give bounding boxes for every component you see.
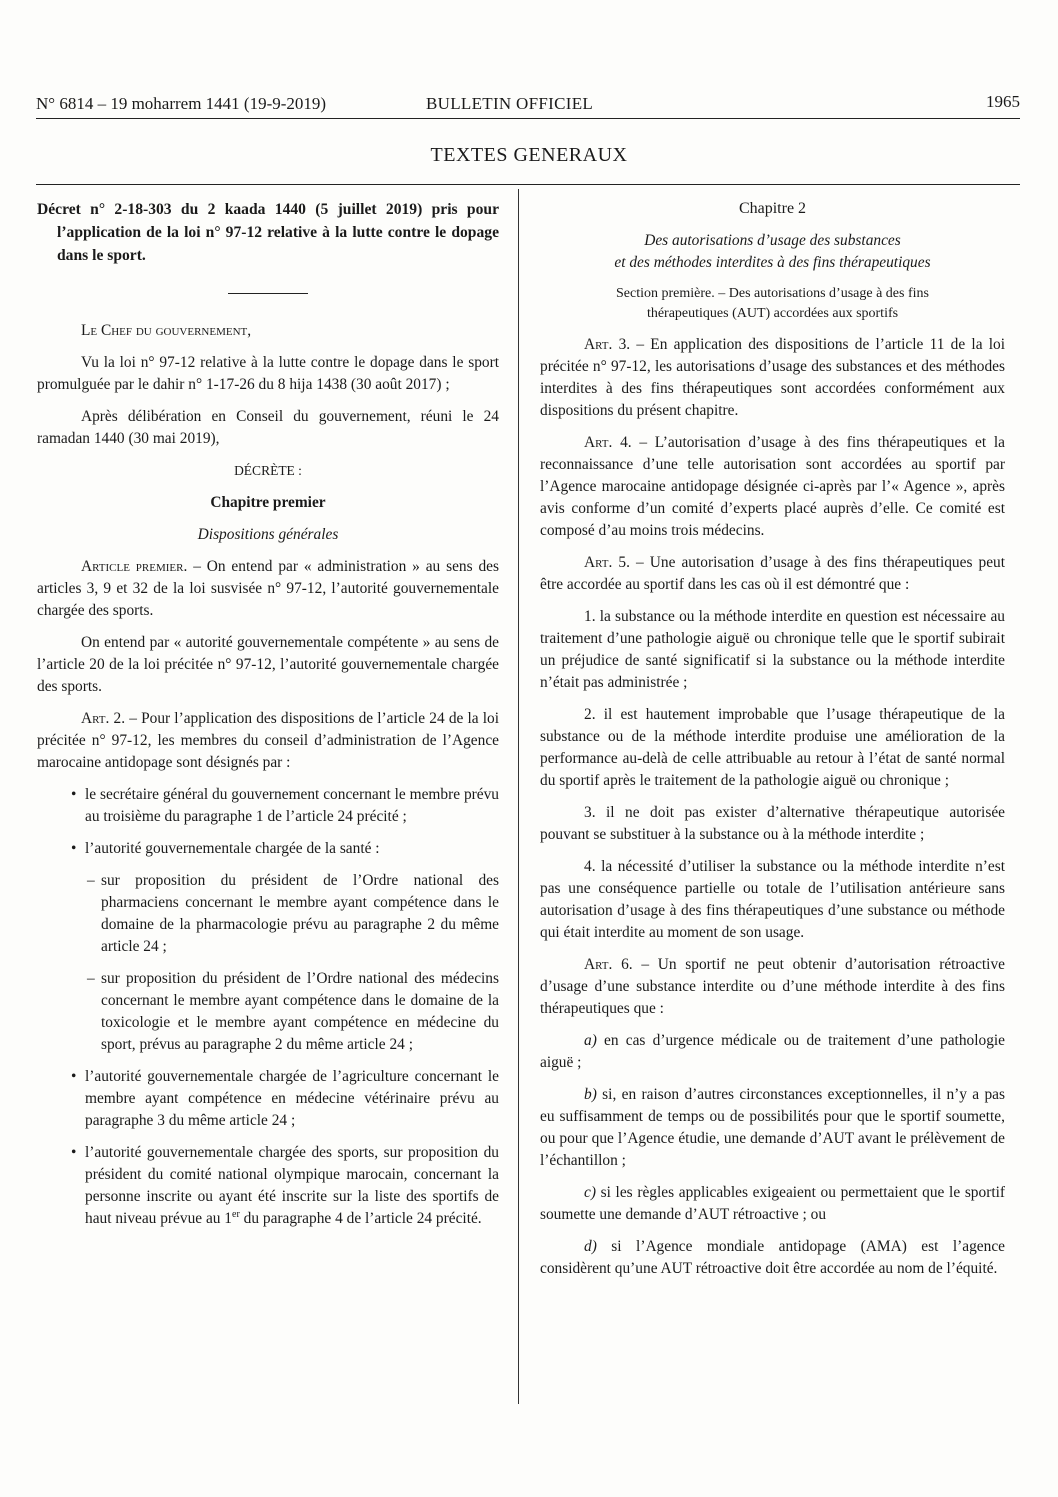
list-item: • l’autorité gouvernementale chargée de l’agriculture concernant le membre ayant compétence en médecine vétérinaire prévu au paragraphe 3 du même article 24 ;: [71, 1068, 499, 1129]
chapter-2-subtitle-1: Des autorisations d’usage des substances: [644, 232, 901, 249]
page-header: [36, 94, 1020, 120]
list-item: – sur proposition du président de l’Ordre national des pharmaciens concernant le membre ayant compétence dans le domaine de la pharmacologie prévu au paragraphe 2 du même article 24 ;: [87, 872, 499, 955]
decree-title: Décret n° 2-18-303 du 2 kaada 1440 (5 juillet 2019) pris pour l’application de la loi n° 97-12 relative à la lutte contre le dopage dans le sport.: [37, 201, 499, 264]
chapter-2-title: Chapitre 2: [738, 200, 807, 217]
section-rule: [36, 184, 1020, 185]
section-1-heading-1: Section première. – Des autorisations d’usage à des fins: [616, 286, 929, 301]
article-6: Art. 6. – Un sportif ne peut obtenir d’autorisation rétroactive d’usage d’une substance interdite ou d’une méthode interdite à des fins thérapeutiques que :: [540, 956, 1005, 1017]
article-1-text: – On entend par « administration » au sens des articles 3, 9 et 32 de la loi susvisée n° 97-12, l’autorité gouvernementale chargée des sports.: [37, 558, 499, 619]
article-4-label: Art. 4.: [584, 434, 632, 451]
chapter-2-subtitle-2: et des méthodes interdites à des fins thérapeutiques: [614, 254, 931, 271]
list-item: • l’autorité gouvernementale chargée des sports, sur proposition du président du comité national olympique marocain, concernant la personne inscrite ou ayant été inscrite sur la liste des sportifs de haut niveau prévue au 1er du paragraphe 4 de l’article 24 précité.: [71, 1144, 499, 1227]
header-rule: [36, 118, 1020, 119]
condition-3: 3. il ne doit pas exister d’alternative thérapeutique autorisée pouvant se substituer à la substance ou à la méthode interdite ;: [540, 804, 1005, 843]
issue-info: N° 6814 – 19 moharrem 1441 (19-9-2019): [36, 94, 327, 113]
publication-title: BULLETIN OFFICIEL: [426, 94, 594, 113]
right-column: [540, 198, 1005, 1290]
decrete-line: DÉCRÈTE :: [234, 463, 302, 478]
apres-paragraph: Après délibération en Conseil du gouvernement, réuni le 24 ramadan 1440 (30 mai 2019),: [37, 408, 499, 447]
page-number: 1965: [986, 92, 1020, 111]
bullet-mark: •: [71, 1144, 77, 1161]
chef-line: Le Chef du gouvernement,: [81, 322, 252, 339]
article-3-label: Art. 3.: [584, 336, 631, 353]
condition-2: 2. il est hautement improbable que l’usage thérapeutique de la substance ou de la méthode interdite produise une amélioration de la performance au-delà de celle attribuable au retour à l’état de santé normal du sportif après le traitement de la pathologie aiguë ou chronique ;: [540, 706, 1005, 789]
chapter-1-subtitle: Dispositions générales: [197, 526, 339, 543]
section-title: TEXTES GENERAUX: [430, 144, 628, 166]
article-2-text: – Pour l’application des dispositions de l’article 24 de la loi précitée n° 97-12, les membres du conseil d’administration de l’Agence marocaine antidopage sont désignés par :: [37, 710, 499, 771]
article-1-paragraph-2: On entend par « autorité gouvernementale compétente » au sens de l’article 20 de la loi précitée n° 97-12, l’autorité gouvernementale chargée des sports.: [37, 634, 499, 695]
condition-1: 1. la substance ou la méthode interdite en question est nécessaire au traitement d’une pathologie aiguë ou chronique telle que le sportif subirait un préjudice de santé significatif si la substance ou la méthode interdite n’était pas administrée ;: [540, 608, 1005, 691]
article-5-label: Art. 5.: [584, 554, 630, 571]
article-2: [37, 708, 499, 774]
case-c: c) si les règles applicables exigeaient ou permettaient que le sportif soumette une demande d’AUT rétroactive ; ou: [540, 1184, 1005, 1223]
dash-mark: –: [87, 970, 95, 987]
title-rule: [228, 293, 308, 294]
condition-4: 4. la nécessité d’utiliser la substance ou la méthode interdite n’est pas une conséquence partielle ou totale de l’utilisation antérieure sans autorisation d’usage à des fins thérapeutiques d’une substance ou méthode qui était interdite au moment de son usage.: [540, 858, 1005, 941]
list-item: • le secrétaire général du gouvernement concernant le membre prévu au troisième du paragraphe 1 de l’article 24 précité ;: [71, 786, 499, 825]
bullet-mark: •: [71, 786, 77, 803]
section-1-heading-2: thérapeutiques (AUT) accordées aux sportifs: [646, 306, 899, 321]
left-column: [37, 198, 499, 1240]
article-2-label: Art. 2.: [81, 710, 126, 727]
case-b: b) si, en raison d’autres circonstances exceptionnelles, il n’y a pas eu suffisamment de temps ou de possibilités pour que le sportif soumette, ou pour que l’Agence étudie, une demande d’AUT avant le prélèvement de l’échantillon ;: [540, 1086, 1005, 1169]
list-item: • l’autorité gouvernementale chargée de la santé :: [37, 838, 499, 860]
case-d: d) si l’Agence mondiale antidopage (AMA) est l’agence considèrent qu’une AUT rétroactive doit être accordée au nom de l’équité.: [540, 1238, 1005, 1277]
bullet-mark: •: [71, 840, 77, 857]
dash-mark: –: [87, 872, 95, 889]
article-5: Art. 5. – Une autorisation d’usage à des fins thérapeutiques peut être accordée au sportif dans les cas où il est démontré que :: [540, 554, 1006, 593]
article-1: [37, 556, 499, 622]
article-3: Art. 3. – En application des dispositions de l’article 11 de la loi précitée n° 97-12, les autorisations d’usage des substances et des méthodes interdites à des fins thérapeutiques sont accordées conformément aux dispositions du présent chapitre.: [540, 336, 1005, 419]
chapter-1-title: Chapitre premier: [210, 494, 326, 511]
list-item: – sur proposition du président de l’Ordre national des médecins concernant le membre ayant compétence dans le domaine de la toxicologie et le membre ayant compétence en médecine du sport, prévus au paragraphe 2 du même article 24 ;: [87, 970, 499, 1053]
article-6-label: Art. 6.: [584, 956, 633, 973]
column-divider: [518, 189, 519, 1404]
article-4: Art. 4. – L’autorisation d’usage à des fins thérapeutiques et la reconnaissance d’une telle autorisation sont accordées au sportif par l’Agence marocaine antidopage désignée ci-après par l’« Agence », après avis conforme d’un comité d’experts placé auprès d’elle. Ce comité est composé d’au moins trois médecins.: [540, 434, 1005, 539]
case-a: a) en cas d’urgence médicale ou de traitement d’une pathologie aiguë ;: [540, 1032, 1005, 1071]
bullet-mark: •: [71, 1068, 77, 1085]
article-1-label: Article premier.: [81, 558, 188, 575]
vu-paragraph: Vu la loi n° 97-12 relative à la lutte contre le dopage dans le sport promulguée par le dahir n° 1-17-26 du 8 hija 1438 (30 août 2017) ;: [37, 354, 499, 393]
